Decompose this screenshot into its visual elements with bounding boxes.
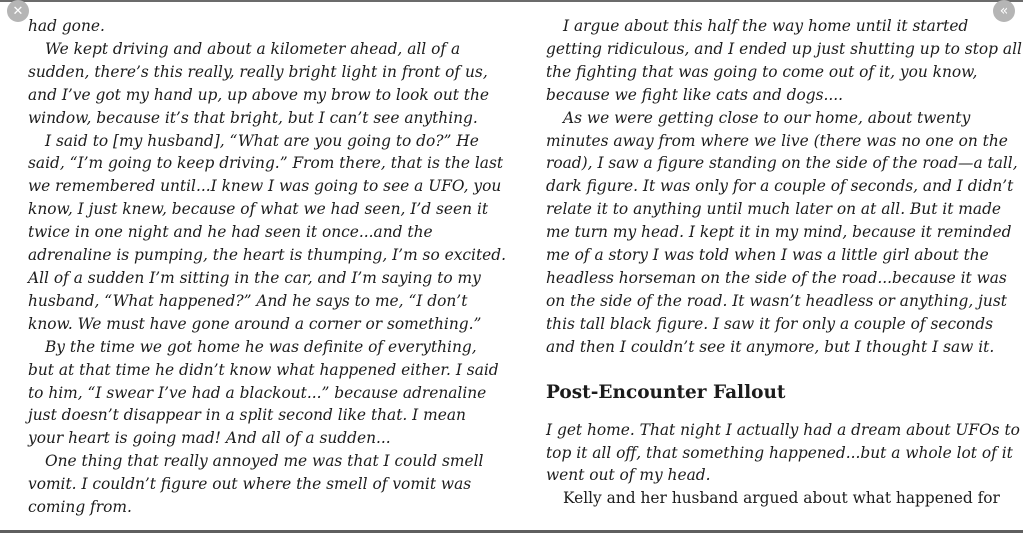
text-line: vomit. I couldn’t figure out where the smell of vomit was — [28, 475, 472, 494]
close-button[interactable] — [7, 0, 29, 22]
text-line: this tall black figure. I saw it for only a couple of seconds — [546, 314, 994, 333]
text-line: me turn my head. I kept it in my mind, because it reminded — [546, 223, 1012, 242]
text-line: and then I couldn’t see it anymore, but I thought I saw it. — [546, 337, 995, 356]
text-line: All of a sudden I’m sitting in the car, and I’m saying to my — [28, 268, 481, 287]
previous-page-button[interactable] — [993, 0, 1015, 22]
text-line: went out of my head. — [546, 466, 711, 485]
text-line: dark figure. It was only for a couple of seconds, and I didn’t — [546, 177, 1014, 196]
text-line: We kept driving and about a kilometer ahead, all of a — [45, 39, 461, 58]
section-heading: Post-Encounter Fallout — [546, 381, 786, 403]
text-line: we remembered until...I knew I was going to see a UFO, you — [28, 177, 502, 196]
text-line: sudden, there’s this really, really bright light in front of us, — [28, 62, 488, 81]
text-line: top it all off, that something happened...but a whole lot of it — [546, 443, 1013, 462]
text-line: I said to [my husband], “What are you going to do?” He — [45, 131, 479, 150]
text-line: One thing that really annoyed me was that I could smell — [45, 452, 484, 471]
text-line: know, I just knew, because of what we had seen, I’d seen it — [28, 200, 489, 219]
close-icon: ✕ — [12, 3, 24, 19]
text-line: on the side of the road. It wasn’t headless or anything, just — [546, 291, 1007, 310]
text-line: twice in one night and he had seen it once...and the — [28, 223, 433, 242]
text-line: As we were getting close to our home, about twenty — [563, 108, 971, 127]
text-line: Kelly and her husband argued about what happened for — [563, 489, 1000, 508]
text-line: because we fight like cats and dogs.... — [546, 85, 844, 104]
text-line: I argue about this half the way home until it started — [563, 17, 969, 35]
left-page-column — [28, 15, 506, 519]
text-line: By the time we got home he was definite of everything, — [45, 337, 477, 356]
text-line: coming from. — [28, 498, 132, 517]
text-line: to him, “I swear I’ve had a blackout...” because adrenaline — [28, 383, 487, 402]
text-line: and I’ve got my hand up, up above my brow to look out the — [28, 85, 490, 104]
top-border — [0, 0, 1023, 2]
text-line: I get home. That night I actually had a dream about UFOs to — [546, 420, 1020, 439]
right-page-column — [546, 15, 1022, 510]
text-line: had gone. — [28, 17, 105, 35]
text-line: the fighting that was going to come out of it, you know, — [546, 62, 978, 81]
text-line: me of a story I was told when I was a little girl about the — [546, 246, 989, 265]
text-line: road), I saw a figure standing on the side of the road—a tall, — [546, 154, 1018, 173]
double-chevron-left-icon: « — [999, 3, 1009, 19]
text-line: know. We must have gone around a corner or something.” — [28, 314, 482, 333]
text-line: said, “I’m going to keep driving.” From there, that is the last — [28, 154, 504, 173]
text-line: relate it to anything until much later on at all. But it made — [546, 200, 1002, 219]
text-line: window, because it’s that bright, but I can’t see anything. — [28, 108, 478, 127]
text-line: headless horseman on the side of the road...because it was — [546, 268, 1007, 287]
text-line: just doesn’t disappear in a split second like that. I mean — [28, 406, 466, 425]
text-line: minutes away from where we live (there was no one on the — [546, 131, 1008, 150]
text-line: husband, “What happened?” And he says to me, “I don’t — [28, 291, 468, 310]
text-line: adrenaline is pumping, the heart is thumping, I’m so excited. — [28, 246, 506, 265]
text-line: but at that time he didn’t know what happened either. I said — [28, 360, 499, 379]
text-line: your heart is going mad! And all of a sudden... — [28, 429, 391, 448]
text-line: getting ridiculous, and I ended up just shutting up to stop all — [546, 39, 1022, 58]
